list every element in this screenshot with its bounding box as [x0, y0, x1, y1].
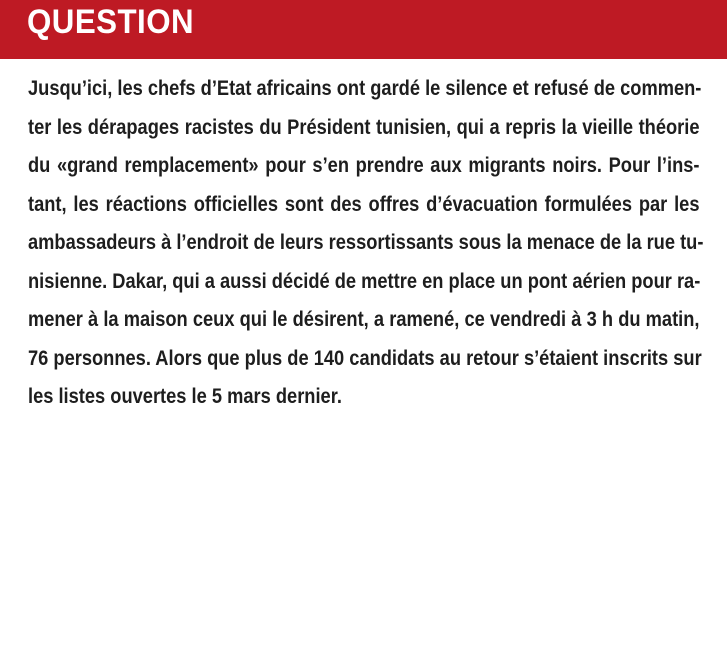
article-line-4: tant, les réactions officielles sont des offres d’évacuation formulées par les — [28, 191, 700, 216]
article-line-7: mener à la maison ceux qui le désirent, a ramené, ce vendredi à 3 h du matin, — [28, 307, 700, 331]
section-title: QUESTION — [27, 3, 195, 41]
article-line-9: les listes ouvertes le 5 mars dernier. — [28, 384, 342, 408]
section-header-banner — [0, 0, 727, 59]
article-line-5: ambassadeurs à l’endroit de leurs ressortissants sous la menace de la rue tu- — [28, 230, 704, 254]
article-paragraph — [28, 73, 704, 420]
article-line-8: 76 personnes. Alors que plus de 140 candidats au retour s’étaient inscrits sur — [28, 345, 702, 370]
article-line-2: ter les dérapages racistes du Président tunisien, qui a repris la vieille théorie — [28, 114, 700, 139]
article-line-3: du «grand remplacement» pour s’en prendre aux migrants noirs. Pour l’ins- — [28, 153, 700, 177]
article-line-1: Jusqu’ici, les chefs d’Etat africains ont gardé le silence et refusé de commen- — [28, 76, 702, 100]
article-line-6: nisienne. Dakar, qui a aussi décidé de mettre en place un pont aérien pour ra- — [28, 268, 701, 293]
